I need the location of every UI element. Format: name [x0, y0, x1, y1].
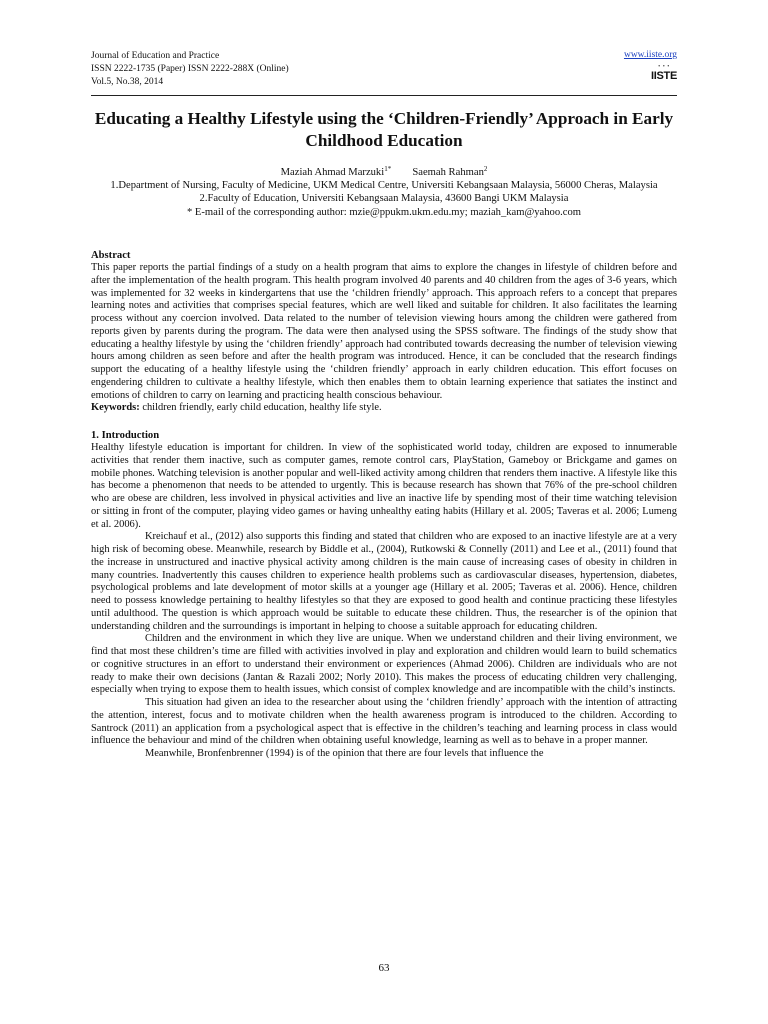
author-superscript: 1*: [384, 165, 392, 173]
keywords-line: [91, 402, 677, 415]
section-gap: [91, 415, 677, 429]
journal-url-link[interactable]: www.iiste.org: [623, 50, 677, 60]
author-name: Maziah Ahmad Marzuki: [280, 167, 385, 178]
header-divider: [91, 95, 677, 96]
affiliations: [91, 179, 677, 219]
paper-body: [91, 249, 677, 761]
abstract-heading: Abstract: [91, 250, 131, 261]
keywords-text: children friendly, early child education, healthy life style.: [139, 402, 382, 414]
author-name: Saemah Rahman: [412, 167, 484, 178]
journal-header: [91, 50, 677, 92]
intro-paragraph: Meanwhile, Bronfenbrenner (1994) is of the opinion that there are four levels that influence the: [145, 748, 544, 759]
journal-volume: Vol.5, No.38, 2014: [91, 77, 164, 87]
journal-name: Journal of Education and Practice: [91, 51, 220, 61]
affiliation-2: 2.Faculty of Education, Universiti Kebangsaan Malaysia, 43600 Bangi UKM Malaysia: [199, 193, 569, 205]
affiliation-1: 1.Department of Nursing, Faculty of Medicine, UKM Medical Centre, Universiti Kebangsaan Malaysia, 56000 Cheras, Malaysia: [110, 180, 658, 191]
paper-title: Educating a Healthy Lifestyle using the ‘Children-Friendly’ Approach in Early Childhood Education: [94, 109, 674, 150]
author-superscript: 2: [483, 165, 488, 173]
intro-paragraph: Healthy lifestyle education is important for children. In view of the sophisticated world today, children are exposed to innumerable activities that render them inactive, such as computer games, remote control cars, PlayStation, Gameboy or Brickgame and games on mobile phones. Watching television is another popular and well-liked activity among children that renders them inactive. A lifestyle like this has become a phenomenon that needs to be attended to urgently. This is because research has shown that 76% of the pre-school children who are obese are children, less involved in physical activities and live an inactive life by spending most of their time watching television or sitting in front of the computer, playing video games or having unhealthy eating habits (Hillary et al. 2005; Taveras et al. 2006; Lumeng et al. 2006).: [91, 442, 677, 530]
intro-paragraph: Children and the environment in which they live are unique. When we understand children and their living environment, we find that most these children’s time are filled with activities involved in play and exploration and children would learn to build schematics or cognitive structures in an effort to understand their environment or experiences (Ahmad 2006). Children are individuals who are not ready to make their own decisions (Jantan & Razali 2002; Norly 2010). This makes the process of educating children very challenging, especially when trying to expose them to health issues, which consist of complex knowledge and are incompatible with the child’s instincts.: [91, 633, 677, 696]
keywords-label: Keywords:: [91, 402, 140, 414]
page-number: 63: [378, 962, 390, 974]
logo-dots: • • •: [658, 64, 670, 70]
introduction-heading: 1. Introduction: [91, 430, 160, 441]
intro-paragraph: This situation had given an idea to the researcher about using the ‘children friendly’ approach with the intention of attracting the attention, interest, focus and to motivate children when the health awareness program is introduced to the children. According to Santrock (2011) an application from a psychological aspect that is effective in the children’s teaching and learning process in class would influence the behaviour and mind of the children when obtaining useful knowledge, learning as well as to behave in a proper manner.: [91, 697, 677, 747]
corresponding-email: * E-mail of the corresponding author: mzie@ppukm.ukm.edu.my; maziah_kam@yahoo.com: [186, 206, 582, 218]
author-line: [91, 163, 677, 179]
intro-paragraph: Kreichauf et al., (2012) also supports this finding and stated that children who are exposed to an inactive lifestyle are at a very high risk of becoming obese. Meanwhile, research by Biddle et al., (2004), Rutkowski & Connelly (2011) and Lee et al., (2011) found that the increase in unstructured and inactive physical activity among children is the main cause of increasing cases of obesity in children in many countries. Inadvertently this causes children to experience health problems such as cardiovascular diseases, hypertension, diabetes, psychological problems and late development of motor skills at a younger age (Hillary et al. 2005; Taveras et al. 2006). Hence, children need to possess knowledge pertaining to healthy lifestyles so that they are exposed to good health and continue practicing these lifestyles until adulthood. The question is which approach would be suitable to educate these children. Thus, the researcher is of the opinion that understanding children and the surroundings is important in helping to choose a suitable approach for educating children.: [91, 531, 677, 632]
iiste-logo-icon: [651, 64, 677, 88]
logo-text: IISTE: [651, 70, 678, 82]
journal-issn: ISSN 2222-1735 (Paper) ISSN 2222-288X (Online): [91, 64, 289, 74]
abstract-text: This paper reports the partial findings of a study on a health program that aims to explore the changes in lifestyle of children before and after the implementation of the health program. This health program involved 40 parents and 40 children from the ages of 3-6 years, which was implemented for 32 weeks in kindergartens that use the ‘children friendly’ approach. This approach refers to a concept that prepares learning notes and activities that comprises special features, which are well liked and suitable for children. It also facilitates the learning process without any coercion involved. Data related to the number of television viewing hours among the children were gathered from reports given by parents during the program. The data were then analysed using the SPSS software. The findings of the study show that educating a healthy lifestyle by using the ‘children friendly’ approach had contributed towards decreasing the number of television viewing hours among children as seen before and after the health program was introduced. Hence, it can be concluded that the research findings support the educating of a healthy lifestyle using the ‘children friendly’ approach in early children education. This effort focuses on engendering children to cultivate a healthy lifestyle, which then enables them to obtain learning experience that satiates the instinct and emotions of children to carry on learning and practicing health conscious behaviour.: [91, 262, 677, 401]
